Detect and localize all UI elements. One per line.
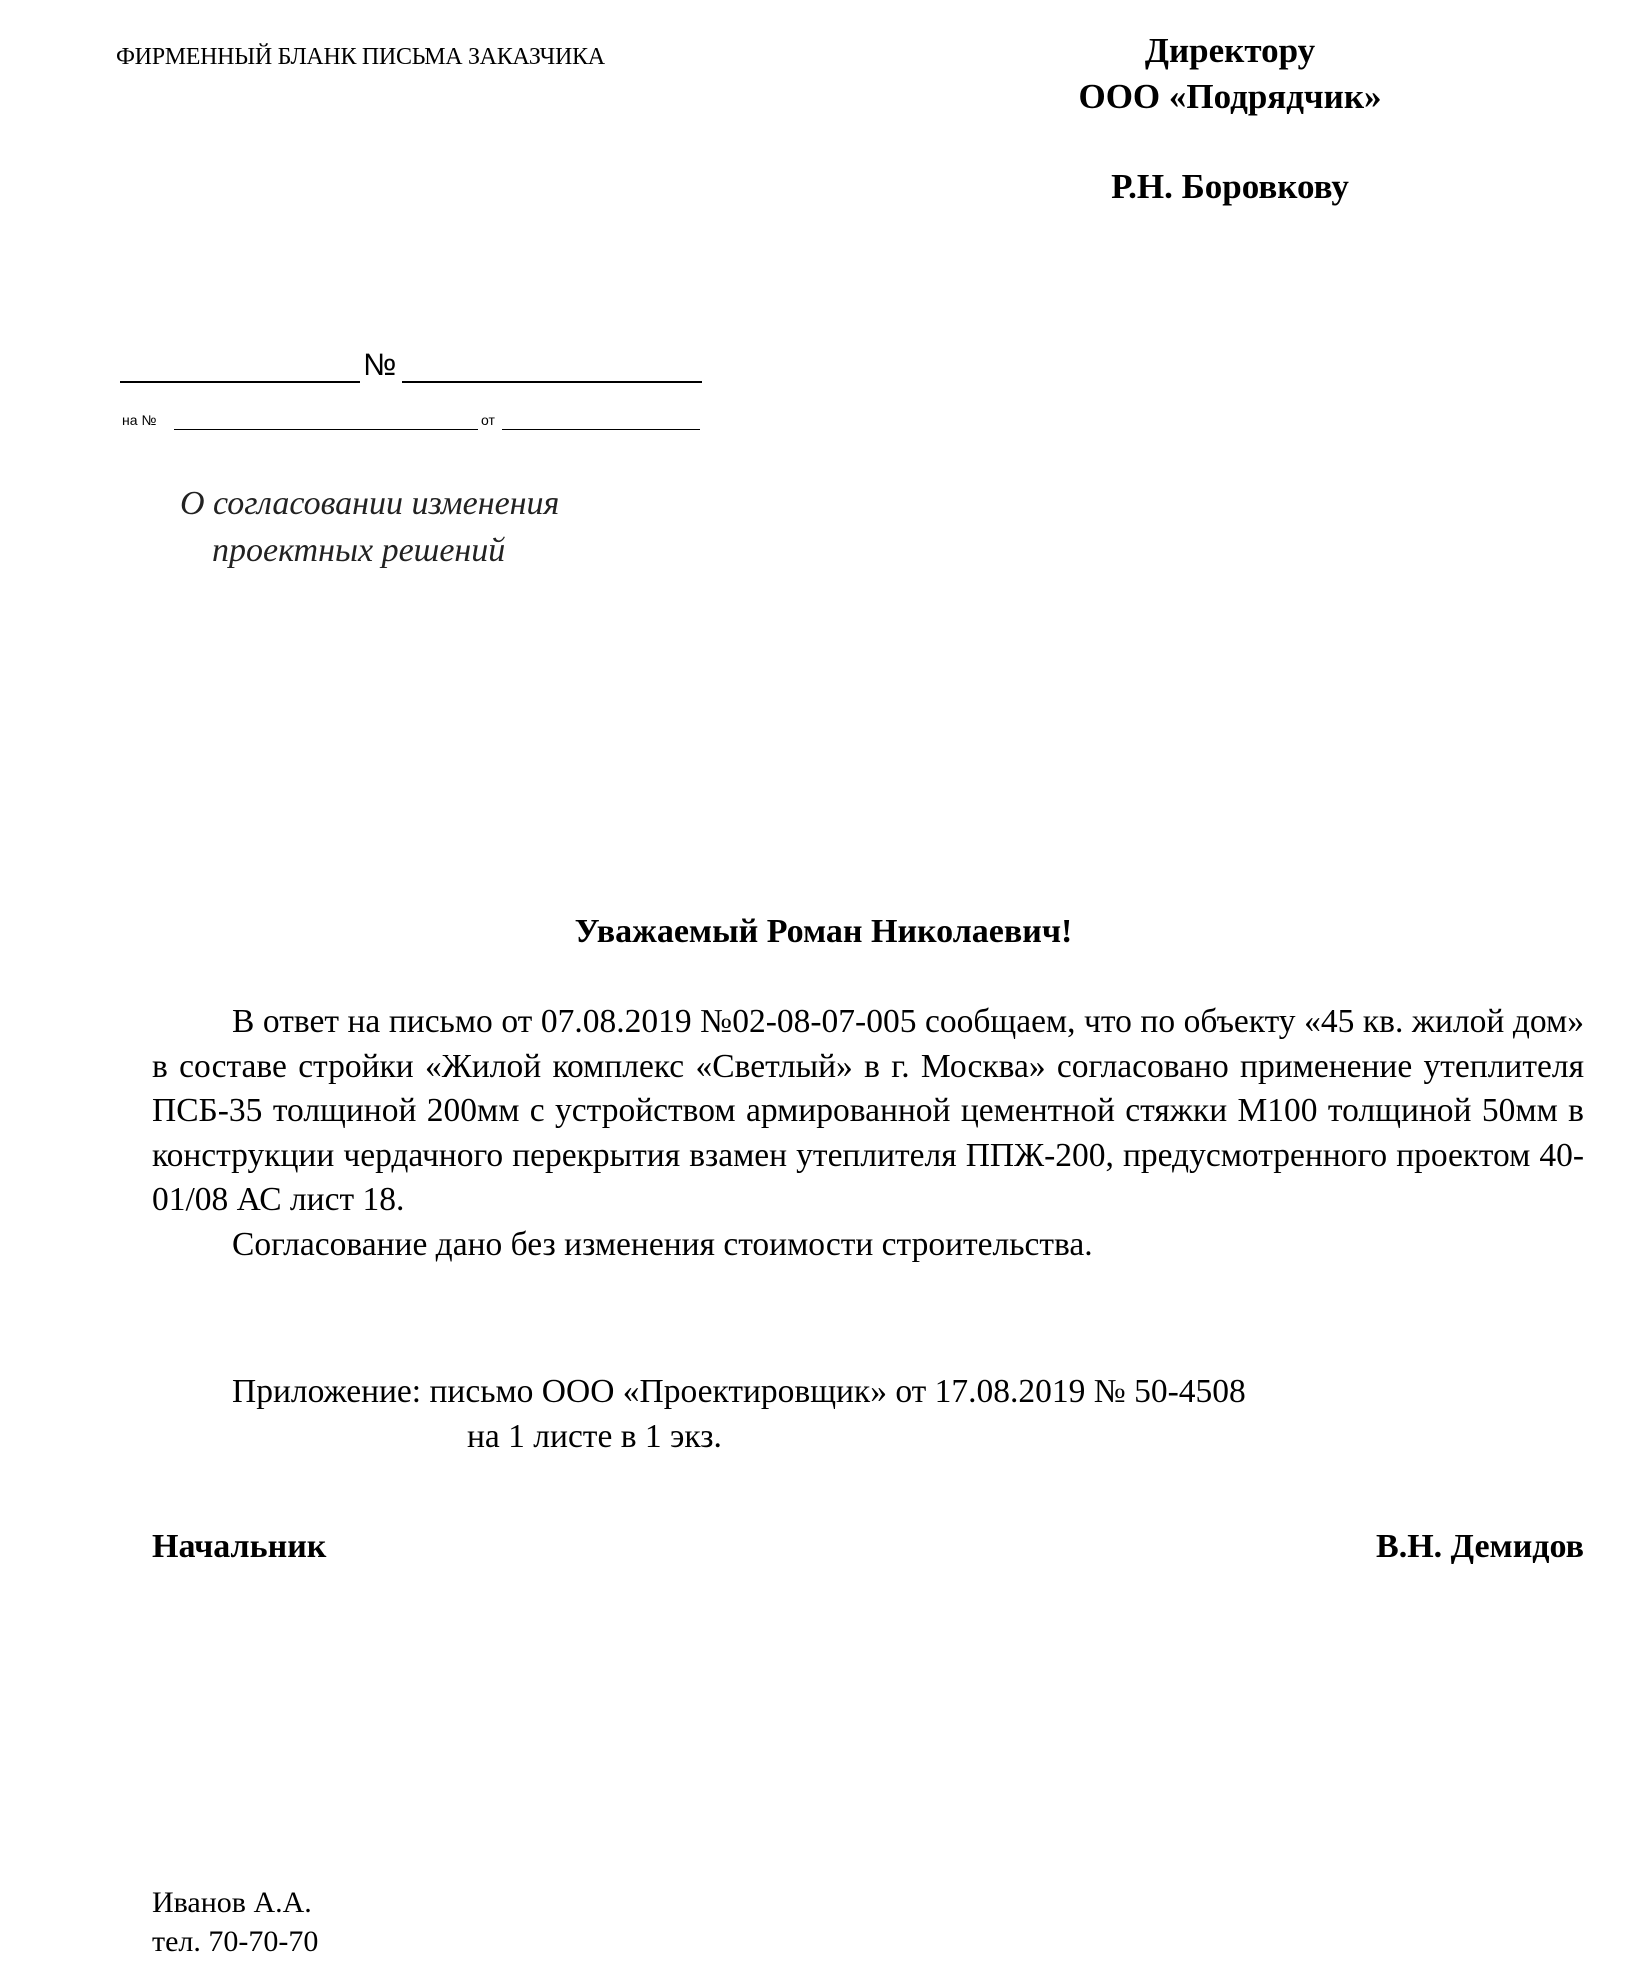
body-paragraph-2: Согласование дано без изменения стоимости строительства. [232, 1225, 1093, 1263]
reply-number-blank-line [174, 429, 478, 430]
subject-line-2: проектных решений [212, 532, 506, 569]
signatory-name: В.Н. Демидов [1376, 1528, 1584, 1565]
number-sign: № [363, 347, 397, 382]
reply-reference-line [122, 406, 702, 430]
attachment-note [232, 1369, 1246, 1459]
reply-to-label: на № [122, 412, 157, 428]
number-blank-line [402, 381, 702, 383]
salutation: Уважаемый Роман Николаевич! [574, 913, 1073, 950]
executor-phone: тел. 70-70-70 [152, 1925, 319, 1958]
letter-body [152, 1000, 1584, 1267]
attachment-line-1: Приложение: письмо ООО «Проектировщик» от 17.08.2019 № 50-4508 [232, 1373, 1246, 1410]
body-paragraph-1: В ответ на письмо от 07.08.2019 №02-08-07-005 сообщаем, что по объекту «45 кв. жилой дом» в составе стройки «Жилой комплекс «Светлый» в г. Москва» согласовано применение утеплителя ПСБ-35 толщиной 200мм с устройством армированной цементной стяжки М100 толщиной 50мм в конструкции чердачного перекрытия взамен утеплителя ППЖ-200, предусмотренного проектом 40-01/08 АС лист 18. [152, 1003, 1584, 1218]
reply-date-blank-line [502, 429, 700, 430]
outgoing-registration-line [120, 348, 702, 384]
letter-subject [180, 480, 559, 574]
recipient-organization: ООО «Подрядчик» [1078, 77, 1382, 116]
date-blank-line [120, 381, 360, 383]
executor-name: Иванов А.А. [152, 1886, 312, 1919]
recipient-name: Р.Н. Боровкову [1111, 167, 1349, 206]
executor-info [152, 1883, 318, 1961]
attachment-line-2: на 1 листе в 1 экз. [467, 1418, 722, 1455]
from-label: от [481, 412, 495, 428]
subject-line-1: О согласовании изменения [180, 485, 560, 522]
recipient-position: Директору [1144, 31, 1316, 70]
letterhead-label: ФИРМЕННЫЙ БЛАНК ПИСЬМА ЗАКАЗЧИКА [116, 44, 605, 70]
signatory-title: Начальник [152, 1528, 327, 1565]
recipient-block [1040, 28, 1420, 120]
